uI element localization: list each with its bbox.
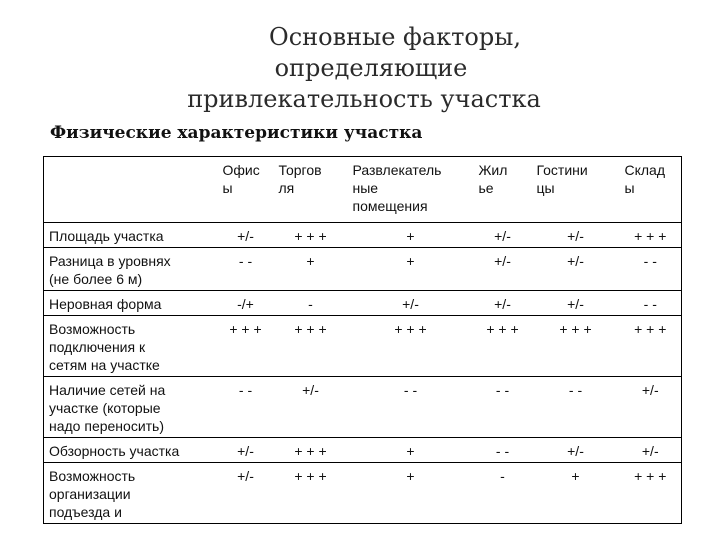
row-label-line: подъезда и bbox=[49, 504, 122, 520]
row-label-line: сетям на участке bbox=[49, 357, 160, 373]
row-label-line: надо переносить) bbox=[49, 418, 165, 434]
header-line: Склад bbox=[624, 162, 666, 178]
cell-value: +/- bbox=[494, 296, 511, 312]
row-label-line: Неровная форма bbox=[49, 296, 162, 312]
cell-value: + + + bbox=[294, 443, 327, 459]
slide-title bbox=[0, 22, 720, 115]
cell-value: - - bbox=[403, 382, 418, 398]
cell-value: + bbox=[406, 468, 415, 484]
cell-value: + bbox=[406, 253, 415, 269]
row-label bbox=[44, 223, 218, 248]
header-line: ля bbox=[278, 180, 295, 196]
row-label-line: организации bbox=[49, 486, 131, 502]
title-line-1: Основные факторы, bbox=[269, 23, 521, 51]
cell-value: - bbox=[308, 296, 313, 312]
cell-value: + bbox=[306, 253, 315, 269]
header-line: Торгов bbox=[278, 162, 322, 178]
cell-value: + + + bbox=[620, 463, 682, 524]
row-label-line: Возможность bbox=[49, 321, 136, 337]
header-col-0 bbox=[218, 157, 274, 223]
title-line-3: привлекательность участка bbox=[187, 85, 541, 113]
cell-value: - bbox=[500, 468, 505, 484]
table-row bbox=[44, 377, 682, 438]
header-col-4 bbox=[532, 157, 620, 223]
row-label bbox=[44, 316, 218, 377]
cell-value: +/- bbox=[237, 443, 254, 459]
header-line: ье bbox=[478, 180, 494, 196]
cell-value: - - bbox=[238, 253, 253, 269]
header-line: Жил bbox=[478, 162, 508, 178]
table-row bbox=[44, 463, 682, 524]
cell-value: + + + bbox=[294, 321, 327, 337]
row-label-line: подключения к bbox=[49, 339, 146, 355]
cell-value: +/- bbox=[620, 438, 682, 463]
row-label bbox=[44, 291, 218, 316]
section-subtitle: Физические характеристики участка bbox=[50, 123, 423, 143]
table-row bbox=[44, 438, 682, 463]
cell-value: + + + bbox=[294, 228, 327, 244]
cell-value: + bbox=[406, 228, 415, 244]
header-line: помещения bbox=[352, 198, 428, 214]
cell-value: -/+ bbox=[237, 296, 254, 312]
row-label bbox=[44, 438, 218, 463]
cell-value: +/- bbox=[567, 443, 584, 459]
cell-value: + + + bbox=[486, 321, 519, 337]
row-label-line: участке (которые bbox=[49, 400, 161, 416]
cell-value: - - bbox=[568, 382, 583, 398]
cell-value: - - bbox=[620, 291, 682, 316]
cell-value: +/- bbox=[237, 228, 254, 244]
cell-value: +/- bbox=[567, 228, 584, 244]
header-line: ные bbox=[352, 180, 379, 196]
row-label-line: Наличие сетей на bbox=[49, 382, 166, 398]
row-label-line: Обзорность участка bbox=[49, 443, 180, 459]
cell-value: + bbox=[406, 443, 415, 459]
row-label-line: Возможность bbox=[49, 468, 136, 484]
header-row bbox=[44, 157, 682, 223]
cell-value: + + + bbox=[559, 321, 592, 337]
row-label bbox=[44, 377, 218, 438]
row-label-line: Площадь участка bbox=[49, 228, 164, 244]
cell-value: + bbox=[571, 468, 580, 484]
cell-value: +/- bbox=[620, 377, 682, 438]
header-corner bbox=[44, 157, 218, 223]
header-line: Офис bbox=[222, 162, 260, 178]
header-col-5 bbox=[620, 157, 682, 223]
cell-value: + + + bbox=[394, 321, 427, 337]
table-row bbox=[44, 248, 682, 291]
cell-value: +/- bbox=[494, 228, 511, 244]
cell-value: - - bbox=[495, 382, 510, 398]
row-label-line: (не более 6 м) bbox=[49, 271, 143, 287]
cell-value: +/- bbox=[237, 468, 254, 484]
header-line: Развлекатель bbox=[352, 162, 442, 178]
cell-value: +/- bbox=[494, 253, 511, 269]
table-row bbox=[44, 223, 682, 248]
cell-value: + + + bbox=[620, 316, 682, 377]
cell-value: +/- bbox=[567, 253, 584, 269]
cell-value: + + + bbox=[620, 223, 682, 248]
header-line: цы bbox=[536, 180, 555, 196]
cell-value: +/- bbox=[402, 296, 419, 312]
header-col-3 bbox=[474, 157, 532, 223]
row-label bbox=[44, 463, 218, 524]
header-col-1 bbox=[274, 157, 348, 223]
cell-value: - - bbox=[620, 248, 682, 291]
cell-value: + + + bbox=[229, 321, 262, 337]
factors-table bbox=[43, 156, 682, 524]
cell-value: + + + bbox=[294, 468, 327, 484]
row-label bbox=[44, 248, 218, 291]
cell-value: - - bbox=[238, 382, 253, 398]
table-row bbox=[44, 316, 682, 377]
cell-value: +/- bbox=[302, 382, 319, 398]
header-line: ы bbox=[222, 180, 233, 196]
header-line: Гостини bbox=[536, 162, 588, 178]
cell-value: +/- bbox=[567, 296, 584, 312]
header-line: ы bbox=[624, 180, 635, 196]
row-label-line: Разница в уровнях bbox=[49, 253, 171, 269]
header-col-2 bbox=[348, 157, 474, 223]
title-line-2: определяющие bbox=[274, 54, 468, 82]
table-row bbox=[44, 291, 682, 316]
cell-value: - - bbox=[495, 443, 510, 459]
